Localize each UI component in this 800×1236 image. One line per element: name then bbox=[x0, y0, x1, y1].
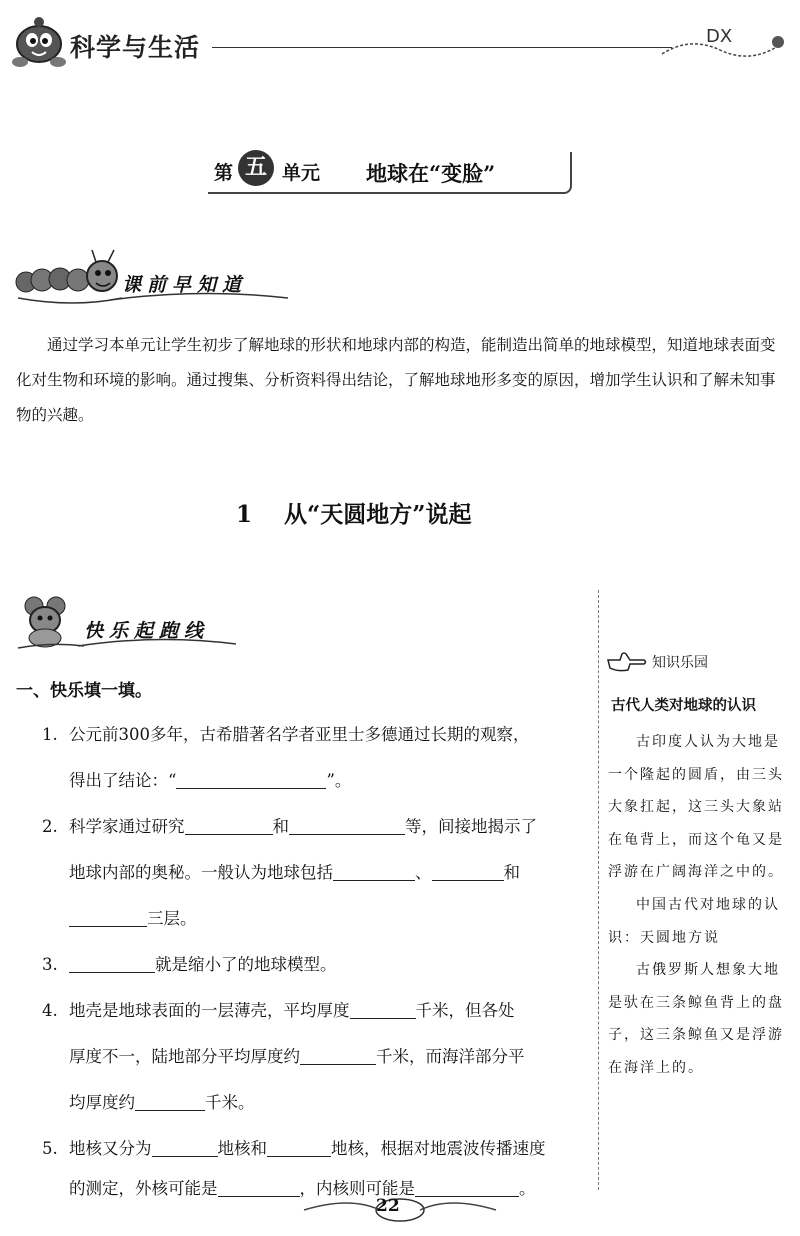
unit-suffix: 单元 bbox=[282, 162, 321, 184]
preview-paragraph: 通过学习本单元让学生初步了解地球的形状和地球内部的构造，能制造出简单的地球模型，知道地球表面变化对生物和环境的影响。通过搜集、分析资料得出结论，了解地球地形多变的原因，增加学生认识和了解未知事物的兴趣。 bbox=[16, 336, 776, 424]
page-number: 22 bbox=[376, 1196, 400, 1216]
question-2-line-2: 地球内部的奥秘。一般认为地球包括 、 和 bbox=[69, 863, 520, 882]
sidebar-paragraph: 中国古代对地球的认识：天圆地方说 bbox=[608, 896, 780, 946]
question-2: 2. 科学家通过研究 和 等，间接地揭示了 bbox=[42, 817, 537, 836]
unit-prefix: 第 bbox=[214, 162, 234, 184]
question-1-line-2: 得出了结论：“ ”。 bbox=[69, 771, 352, 790]
activity-label-underline bbox=[78, 636, 238, 650]
part-title: 一、快乐填一填。 bbox=[16, 681, 152, 701]
sidebar-body bbox=[608, 726, 790, 1085]
series-title: 科学与生活 bbox=[70, 33, 201, 62]
mouse-icon bbox=[16, 594, 86, 650]
sidebar-divider bbox=[598, 590, 599, 1190]
answer-blank[interactable] bbox=[432, 864, 504, 882]
question-4-line-3: 均厚度约 千米。 bbox=[69, 1093, 255, 1112]
answer-blank[interactable] bbox=[185, 818, 273, 836]
answer-blank[interactable] bbox=[218, 1180, 300, 1198]
question-1: 1. 公元前300多年，古希腊著名学者亚里士多德通过长期的观察， bbox=[42, 725, 530, 744]
sidebar-paragraph: 古俄罗斯人想象大地是驮在三条鲸鱼背上的盘子，这三条鲸鱼又是浮游在海洋上的。 bbox=[608, 962, 784, 1076]
question-4: 4. 地壳是地球表面的一层薄壳，平均厚度 千米，但各处 bbox=[42, 1001, 515, 1020]
question-5: 5. 地核又分为 地核和 地核，根据对地震波传播速度 bbox=[42, 1139, 546, 1158]
page-number-ornament bbox=[300, 1194, 500, 1224]
alien-mascot-icon bbox=[8, 14, 70, 72]
caterpillar-icon bbox=[14, 246, 124, 308]
answer-blank[interactable] bbox=[69, 956, 155, 974]
answer-blank[interactable] bbox=[350, 1002, 416, 1020]
preview-section-label: 课前早知道 bbox=[122, 274, 248, 296]
sidebar-heading: 知识乐园 bbox=[652, 655, 708, 671]
answer-blank[interactable] bbox=[176, 772, 326, 790]
answer-blank[interactable] bbox=[69, 910, 147, 928]
answer-blank[interactable] bbox=[300, 1048, 376, 1066]
header-mascot bbox=[8, 14, 70, 72]
preview-label-underline bbox=[110, 290, 290, 304]
lesson-title bbox=[236, 496, 472, 529]
answer-blank[interactable] bbox=[333, 864, 415, 882]
lesson-name: 从“天圆地方”说起 bbox=[284, 501, 472, 528]
unit-title: 地球在“变脸” bbox=[366, 161, 496, 186]
answer-blank[interactable] bbox=[267, 1140, 331, 1158]
activity-section-label: 快乐起跑线 bbox=[84, 620, 210, 642]
question-3: 3. 就是缩小了的地球模型。 bbox=[42, 955, 337, 974]
pointing-hand-icon bbox=[606, 650, 648, 674]
answer-blank[interactable] bbox=[152, 1140, 218, 1158]
question-4-line-2: 厚度不一，陆地部分平均厚度约 千米，而海洋部分平 bbox=[69, 1047, 525, 1066]
question-2-line-3: 三层。 bbox=[69, 896, 197, 942]
unit-number: 五 bbox=[238, 150, 274, 186]
question-5-line-2: 的测定，外核可能是 ，内核则可能是 。 bbox=[69, 1179, 536, 1198]
header-rule bbox=[212, 47, 672, 48]
header-wave-decoration bbox=[660, 32, 790, 68]
sidebar-paragraph: 古印度人认为大地是一个隆起的圆盾，由三头大象扛起，这三头大象站在龟背上，而这个龟又是浮游在广阔海洋之中的。 bbox=[608, 734, 784, 881]
sidebar-subtitle: 古代人类对地球的认识 bbox=[611, 698, 756, 714]
answer-blank[interactable] bbox=[135, 1094, 205, 1112]
header-code: DX bbox=[706, 26, 733, 47]
answer-blank[interactable] bbox=[289, 818, 405, 836]
lesson-number: 1 bbox=[236, 501, 253, 528]
